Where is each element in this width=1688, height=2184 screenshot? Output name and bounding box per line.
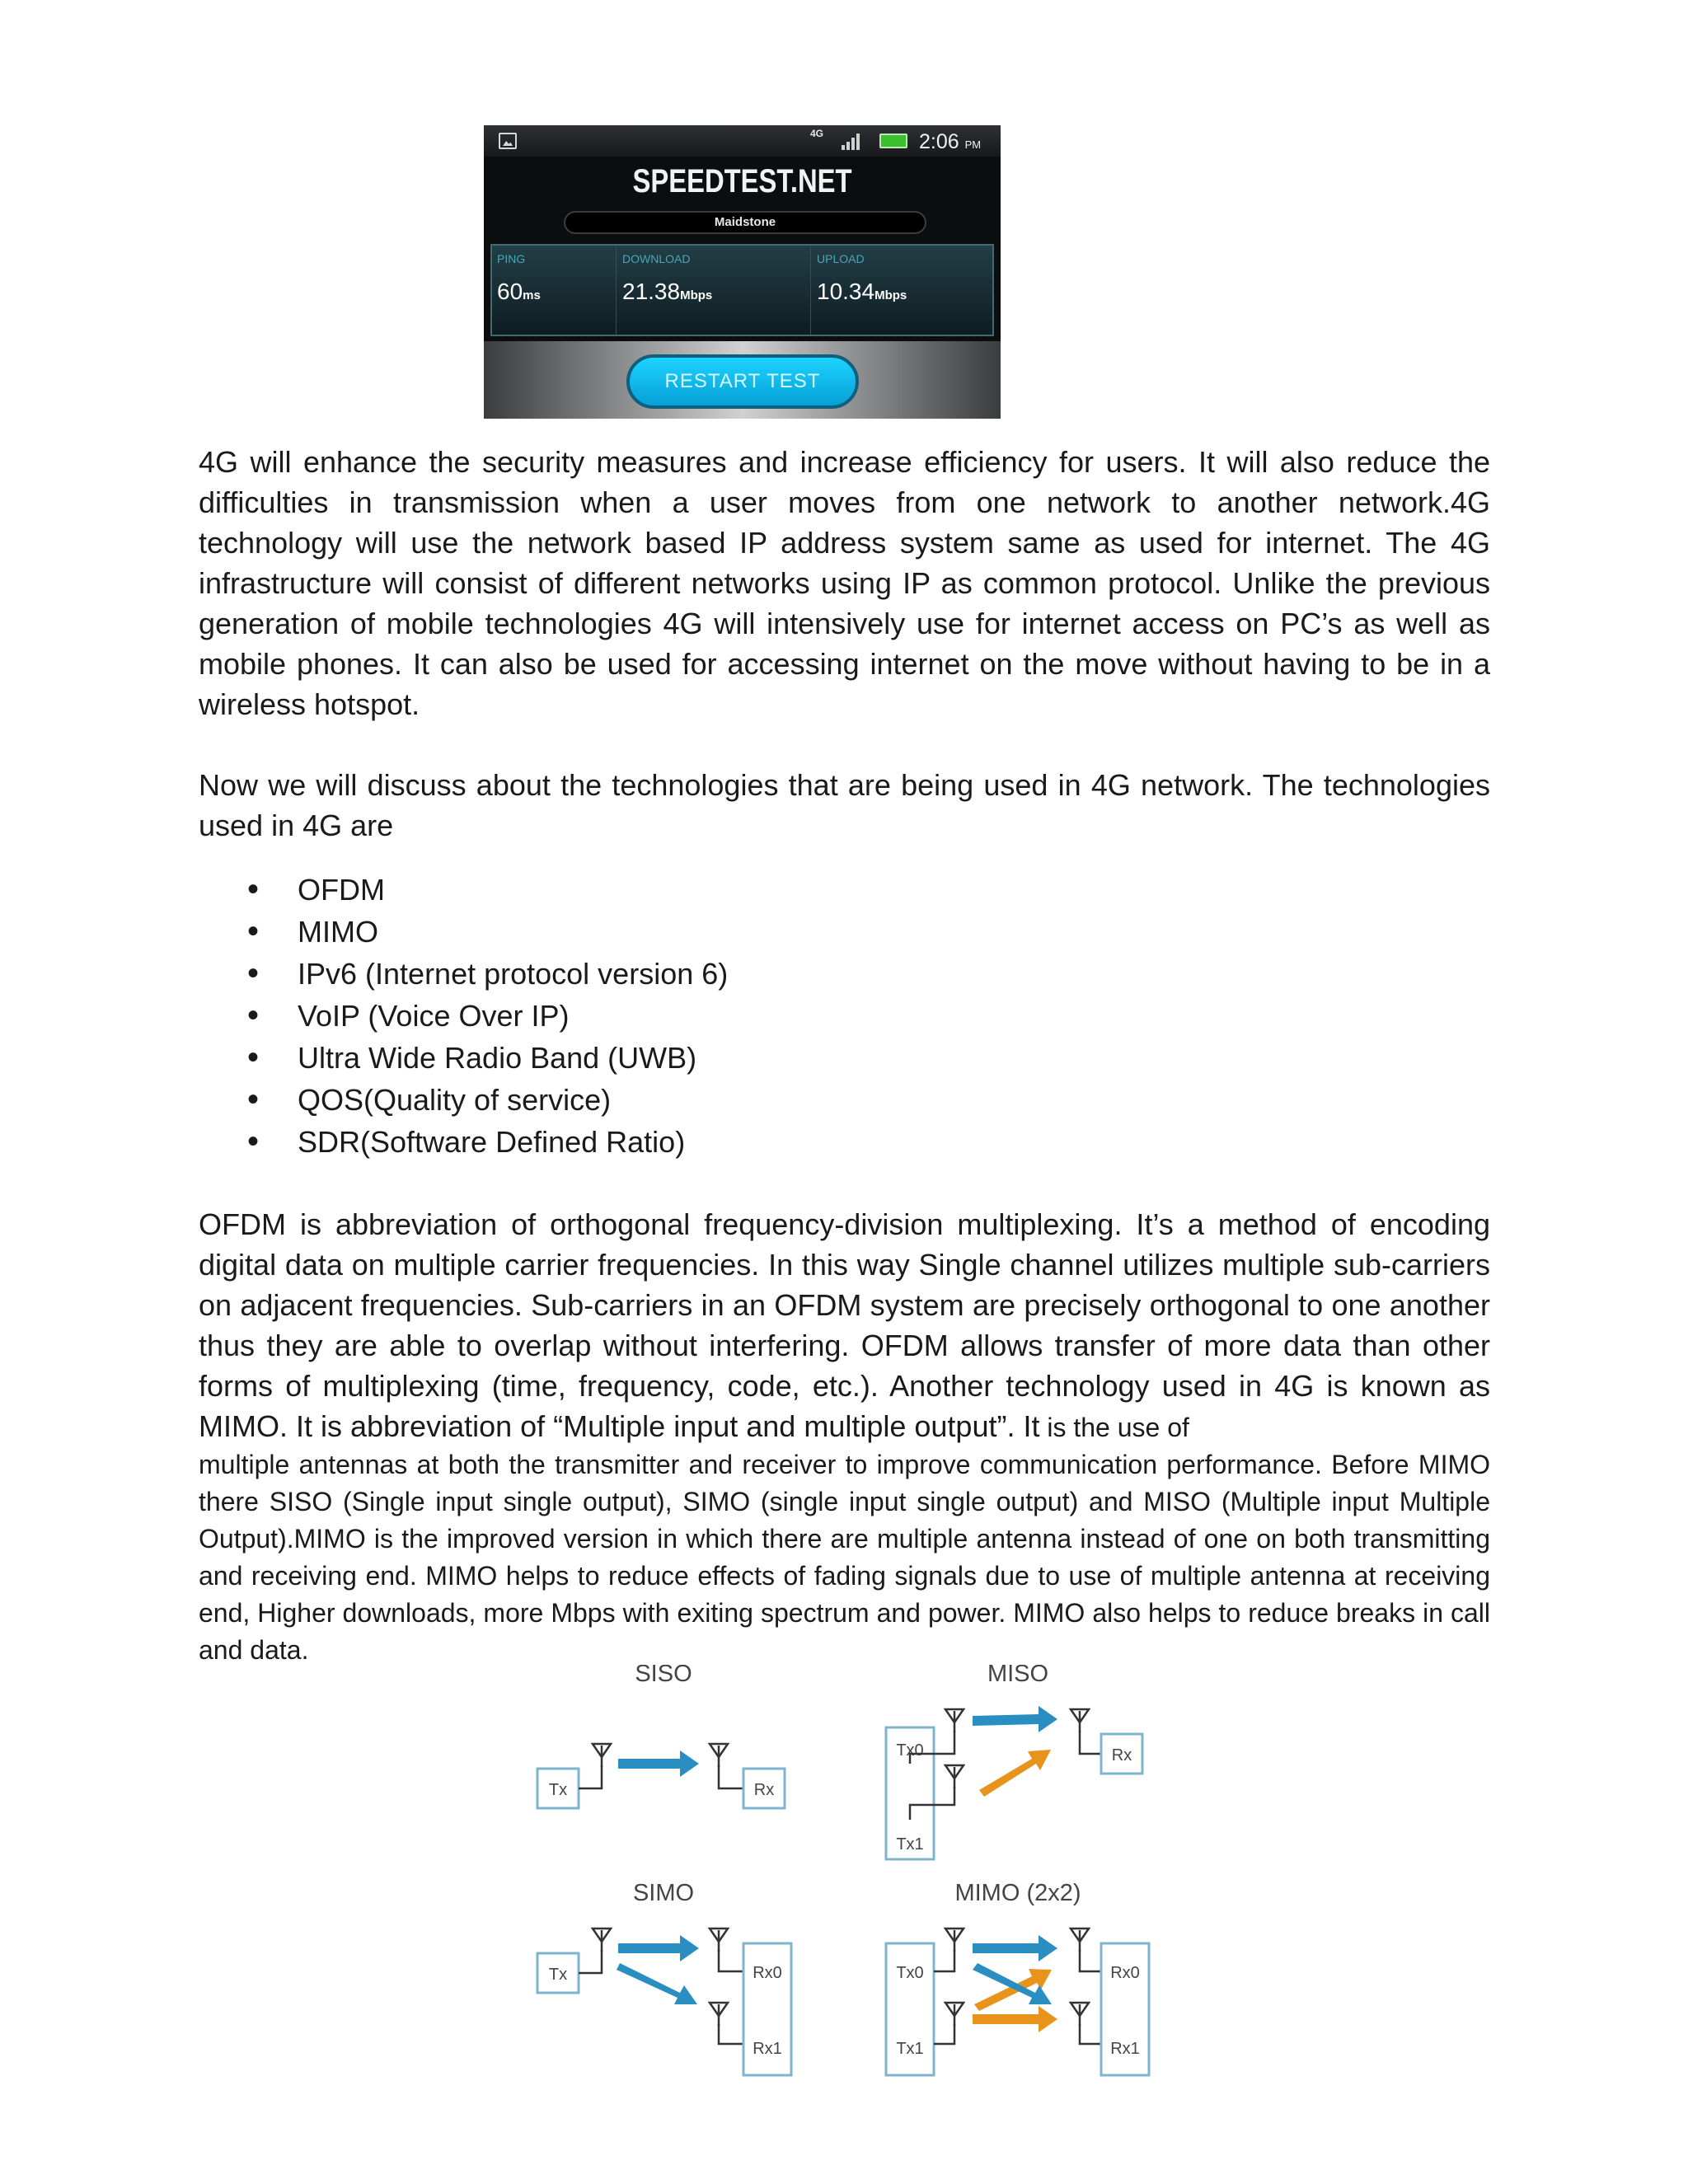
upload-cell (812, 246, 992, 335)
download-label: DOWNLOAD (622, 252, 691, 265)
list-item: • QOS(Quality of service) (199, 1079, 728, 1121)
list-item: • VoIP (Voice Over IP) (199, 995, 728, 1037)
mimo-tx0-label: Tx0 (896, 1964, 924, 1982)
technology-list (199, 869, 728, 1163)
list-item: • IPv6 (Internet protocol version 6) (199, 953, 728, 995)
siso-rx-label: Rx (753, 1781, 775, 1799)
antenna-icon (710, 1744, 728, 1767)
signal-arrow (973, 1706, 1057, 1732)
mimo-rx1-label: Rx1 (1110, 2040, 1140, 2058)
antenna-icon (593, 1929, 611, 1952)
list-item: • Ultra Wide Radio Band (UWB) (199, 1037, 728, 1079)
antenna-icon (1071, 1709, 1089, 1732)
mimo-title: MIMO (2x2) (954, 1880, 1081, 1906)
miso-tx1-label: Tx1 (896, 1835, 924, 1854)
signal-arrow (618, 1935, 699, 1961)
status-bar (484, 125, 1001, 157)
simo-title: SIMO (632, 1880, 695, 1906)
mimo-tx1-label: Tx1 (896, 2040, 924, 2058)
antenna-icon (945, 1929, 964, 1952)
bottom-bar (484, 341, 1001, 419)
siso-diagram (537, 1744, 785, 1808)
antenna-icon (710, 1929, 728, 1952)
antenna-icon (945, 1765, 964, 1788)
list-item: • SDR(Software Defined Ratio) (199, 1121, 728, 1163)
simo-diagram (537, 1929, 791, 2075)
paragraph-technologies-intro: Now we will discuss about the technologies that are being used in 4G network. The technologies used in 4G are (199, 768, 1490, 842)
signal-arrow (617, 1963, 697, 2004)
antenna-icon (945, 2003, 964, 2026)
paragraph-ofdm (199, 1204, 1490, 1448)
signal-strength-icon (842, 132, 865, 150)
network-badge: 4G (810, 128, 824, 139)
antenna-icon (1071, 2003, 1089, 2026)
ping-value: 60ms (497, 279, 541, 304)
miso-diagram (886, 1706, 1142, 1859)
upload-value: 10.34Mbps (817, 279, 907, 304)
simo-tx-label: Tx (548, 1966, 568, 1984)
battery-icon (879, 134, 907, 148)
miso-title: MISO (987, 1665, 1049, 1687)
list-item: • MIMO (199, 911, 728, 953)
mimo-rx0-label: Rx0 (1110, 1964, 1140, 1982)
app-title: SPEEDTEST.NET (632, 163, 852, 199)
restart-test-button[interactable]: RESTART TEST (626, 354, 859, 409)
siso-tx-label: Tx (548, 1781, 568, 1799)
mimo-diagram (886, 1929, 1149, 2075)
ofdm-text: OFDM is abbreviation of orthogonal frequency-division multiplexing. It’s a method of encoding digital data on multiple carrier frequencies. In this way Single channel utilizes multiple sub-carriers on adjacent frequencies. Sub-carriers in an OFDM system are precisely orthogonal to one another thus they are able to overlap without interfering. OFDM allows transfer of more data than other forms of multiplexing (time, frequency, code, etc.). Another technology used in 4G is known as MIMO. It is abbreviation of “Multiple input and multiple output”. It (199, 1207, 1490, 1443)
speedtest-screenshot (484, 125, 1001, 419)
antenna-icon (710, 2003, 728, 2026)
ping-label: PING (497, 252, 526, 265)
signal-arrow (618, 1750, 699, 1777)
signal-arrow (979, 1750, 1051, 1797)
download-cell (617, 246, 811, 335)
miso-rx-label: Rx (1111, 1746, 1132, 1765)
signal-arrow (973, 2006, 1057, 2032)
miso-tx0-label: Tx0 (896, 1741, 924, 1760)
upload-label: UPLOAD (817, 252, 865, 265)
antenna-icon (1071, 1929, 1089, 1952)
paragraph-mimo: multiple antennas at both the transmitter and receiver to improve communication performance. Before MIMO there SISO (Single input single output), SIMO (single input single output) and MISO (Multiple input Multiple Output).MIMO is the improved version in which there are multiple antenna instead of one on both transmitting and receiving end. MIMO helps to reduce effects of fading signals due to use of multiple antenna at receiving end, Higher downloads, more Mbps with exiting spectrum and power. MIMO also helps to reduce breaks in call and data. (199, 1450, 1490, 1665)
results-panel (490, 244, 994, 336)
list-item: • OFDM (199, 869, 728, 911)
status-clock: 2:06 PM (919, 130, 982, 153)
gallery-icon (499, 133, 517, 149)
paragraph-security: 4G will enhance the security measures and increase efficiency for users. It will also reduce the difficulties in transmission when a user moves from one network to another network.4G technology will use the network based IP address system same as used for internet. The 4G infrastructure will consist of different networks using IP as common protocol. Unlike the previous generation of mobile technologies 4G will intensively use for internet access on PC’s as well as mobile phones. It can also be used for accessing internet on the move without having to be in a wireless hotspot. (199, 445, 1490, 721)
ofdm-text-tail: is the use of (1039, 1413, 1189, 1442)
siso-title: SISO (635, 1665, 692, 1687)
antenna-icon (593, 1744, 611, 1767)
signal-arrow (973, 1935, 1057, 1961)
download-value: 21.38Mbps (622, 279, 713, 304)
simo-rx0-label: Rx0 (753, 1964, 782, 1982)
simo-rx1-label: Rx1 (753, 2040, 782, 2058)
antenna-configurations-diagram (511, 1665, 1162, 2077)
ping-cell (492, 246, 617, 335)
antenna-icon (945, 1709, 964, 1732)
server-location[interactable]: Maidstone (564, 211, 926, 234)
